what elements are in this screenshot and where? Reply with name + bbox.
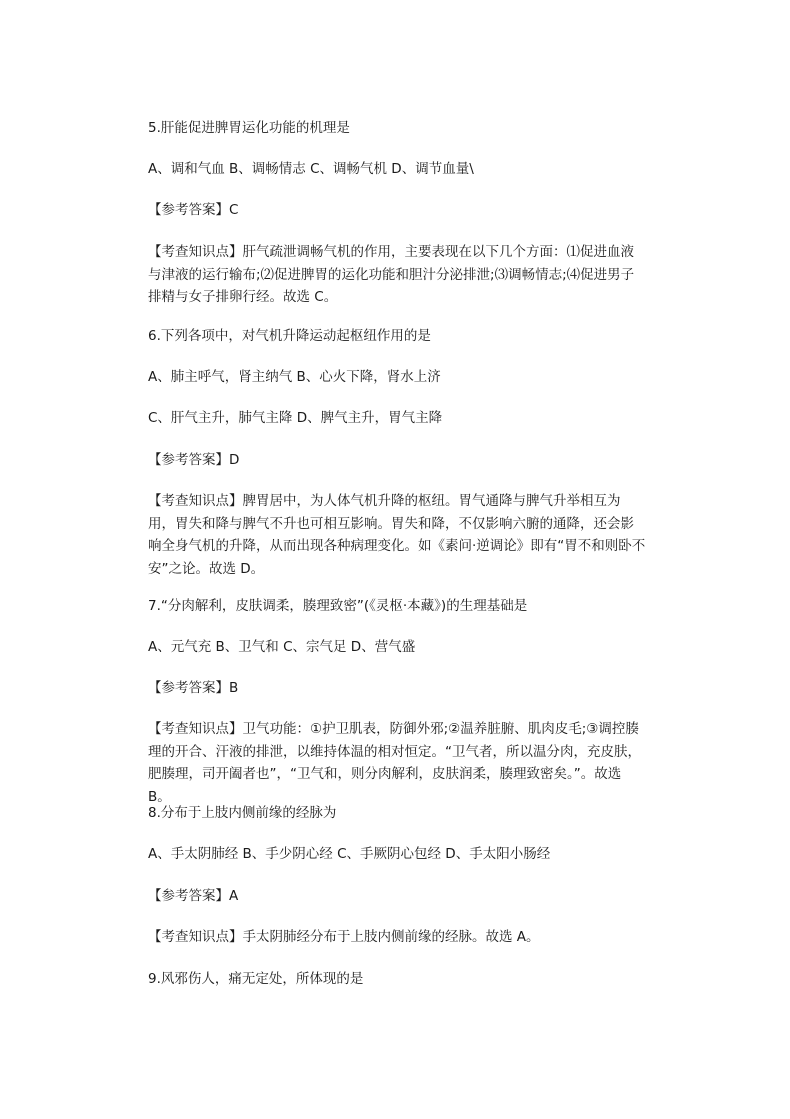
question-8-answer: 【参考答案】A xyxy=(148,888,239,904)
question-8-explanation: 【考查知识点】手太阴肺经分布于上肢内侧前缘的经脉。故选 A。 xyxy=(148,929,540,945)
question-7-answer: 【参考答案】B xyxy=(148,680,239,696)
question-6: 6.下列各项中，对气机升降运动起枢纽作用的是 xyxy=(148,328,431,344)
question-7-explanation: 【考查知识点】卫气功能：①护卫肌表，防御外邪;②温养脏腑、肌肉皮毛;③调控腠理的开合、汗液的排泄，以维持体温的相对恒定。“卫气者，所以温分肉，充皮肤，肥腠理，司开阖者也”，“卫气和，则分肉解利，皮肤润柔，腠理致密矣。”。故选 B。 xyxy=(148,721,641,805)
question-6-options-1: A、肺主呼气，肾主纳气 B、心火下降，肾水上济 xyxy=(148,369,441,385)
question-7: 7.“分肉解利，皮肤调柔，腠理致密”(《灵枢·本藏》)的生理基础是 xyxy=(148,598,528,614)
question-6-options-2: C、肝气主升，肺气主降 D、脾气主升，胃气主降 xyxy=(148,410,443,426)
question-5-answer: 【参考答案】C xyxy=(148,202,239,218)
question-6-explanation: 【考查知识点】脾胃居中，为人体气机升降的枢纽。胃气通降与脾气升举相互为用，胃失和降与脾气不升也可相互影响。胃失和降，不仅影响六腑的通降，还会影响全身气机的升降，从而出现各种病理变化。如《素问·逆调论》即有“胃不和则卧不安”之论。故选 D。 xyxy=(148,493,646,577)
question-5-options: A、调和气血 B、调畅情志 C、调畅气机 D、调节血量\ xyxy=(148,161,474,177)
question-6-answer: 【参考答案】D xyxy=(148,452,240,468)
question-8-options: A、手太阴肺经 B、手少阴心经 C、手厥阴心包经 D、手太阳小肠经 xyxy=(148,846,551,862)
question-5-explanation: 【考查知识点】肝气疏泄调畅气机的作用，主要表现在以下几个方面：⑴促进血液与津液的运行输布;⑵促进脾胃的运化功能和胆汁分泌排泄;⑶调畅情志;⑷促进男子排精与女子排卵行经。故选 C。 xyxy=(148,244,635,305)
question-5: 5.肝能促进脾胃运化功能的机理是 xyxy=(148,120,350,136)
question-8: 8.分布于上肢内侧前缘的经脉为 xyxy=(148,805,337,821)
question-7-options: A、元气充 B、卫气和 C、宗气足 D、营气盛 xyxy=(148,639,416,655)
question-9: 9.风邪伤人，痛无定处，所体现的是 xyxy=(148,971,364,987)
